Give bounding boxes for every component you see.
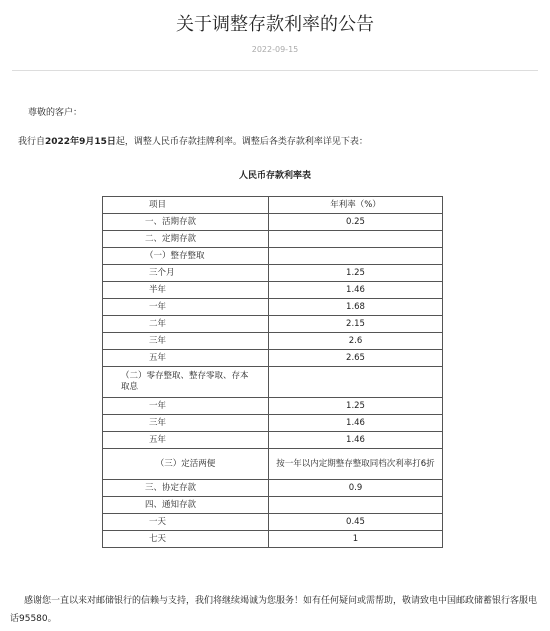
row-rate xyxy=(269,248,443,265)
row-item: 一年 xyxy=(103,398,269,415)
row-item: 二年 xyxy=(103,316,269,333)
row-rate: 0.25 xyxy=(269,214,443,231)
header-item: 项目 xyxy=(103,197,269,214)
intro-prefix: 我行自 xyxy=(18,137,46,147)
row-item: （三）定活两便 xyxy=(103,449,269,480)
row-rate xyxy=(269,367,443,398)
row-rate: 0.9 xyxy=(269,480,443,497)
table-row xyxy=(103,248,443,265)
row-item: 三、协定存款 xyxy=(103,480,269,497)
table-row xyxy=(103,497,443,514)
table-caption: 人民币存款利率表 xyxy=(238,171,311,181)
row-rate: 按一年以内定期整存整取同档次利率打6折 xyxy=(269,449,443,480)
table-row xyxy=(103,531,443,548)
table-row xyxy=(103,299,443,316)
row-rate: 2.65 xyxy=(269,350,443,367)
row-item: 二、定期存款 xyxy=(103,231,269,248)
table-row xyxy=(103,449,443,480)
table-row xyxy=(103,282,443,299)
row-item: 半年 xyxy=(103,282,269,299)
row-item: 三年 xyxy=(103,333,269,350)
table-row xyxy=(103,350,443,367)
row-item: （二）零存整取、整存零取、存本取息 xyxy=(103,367,269,398)
table-header-row xyxy=(103,197,443,214)
table-row xyxy=(103,316,443,333)
intro-suffix: 起，调整人民币存款挂牌利率。调整后各类存款利率详见下表： xyxy=(115,137,368,147)
table-row xyxy=(103,214,443,231)
row-rate: 2.15 xyxy=(269,316,443,333)
row-item: 一、活期存款 xyxy=(103,214,269,231)
divider xyxy=(12,70,538,71)
closing-paragraph: 感谢您一直以来对邮储银行的信赖与支持，我们将继续竭诚为您服务！如有任何疑问或需帮助，敬请致电中国邮政储蓄银行客服电话95580。 xyxy=(10,596,538,624)
row-rate: 1 xyxy=(269,531,443,548)
row-rate: 1.25 xyxy=(269,265,443,282)
row-rate: 1.46 xyxy=(269,432,443,449)
table-row xyxy=(103,265,443,282)
greeting: 尊敬的客户： xyxy=(28,108,83,118)
table-row xyxy=(103,398,443,415)
row-rate: 2.6 xyxy=(269,333,443,350)
table-row xyxy=(103,367,443,398)
row-item: 三年 xyxy=(103,415,269,432)
page-title: 关于调整存款利率的公告 xyxy=(176,14,374,35)
table-row xyxy=(103,480,443,497)
intro-date: 2022年9月15日 xyxy=(45,137,116,147)
row-item: 三个月 xyxy=(103,265,269,282)
row-rate: 1.46 xyxy=(269,282,443,299)
row-rate xyxy=(269,497,443,514)
row-item: 一天 xyxy=(103,514,269,531)
row-rate: 1.46 xyxy=(269,415,443,432)
table-row xyxy=(103,514,443,531)
table-row xyxy=(103,333,443,350)
header-rate: 年利率（%） xyxy=(269,197,443,214)
row-rate: 1.25 xyxy=(269,398,443,415)
row-item: 一年 xyxy=(103,299,269,316)
row-item: 四、通知存款 xyxy=(103,497,269,514)
table-row xyxy=(103,432,443,449)
rate-table xyxy=(102,196,443,548)
row-rate: 0.45 xyxy=(269,514,443,531)
publish-date: 2022-09-15 xyxy=(251,45,299,54)
row-item: 五年 xyxy=(103,350,269,367)
row-rate xyxy=(269,231,443,248)
row-item: 七天 xyxy=(103,531,269,548)
intro-paragraph xyxy=(18,134,368,147)
table-row xyxy=(103,231,443,248)
row-item: 五年 xyxy=(103,432,269,449)
table-row xyxy=(103,415,443,432)
row-item: （一）整存整取 xyxy=(103,248,269,265)
row-rate: 1.68 xyxy=(269,299,443,316)
